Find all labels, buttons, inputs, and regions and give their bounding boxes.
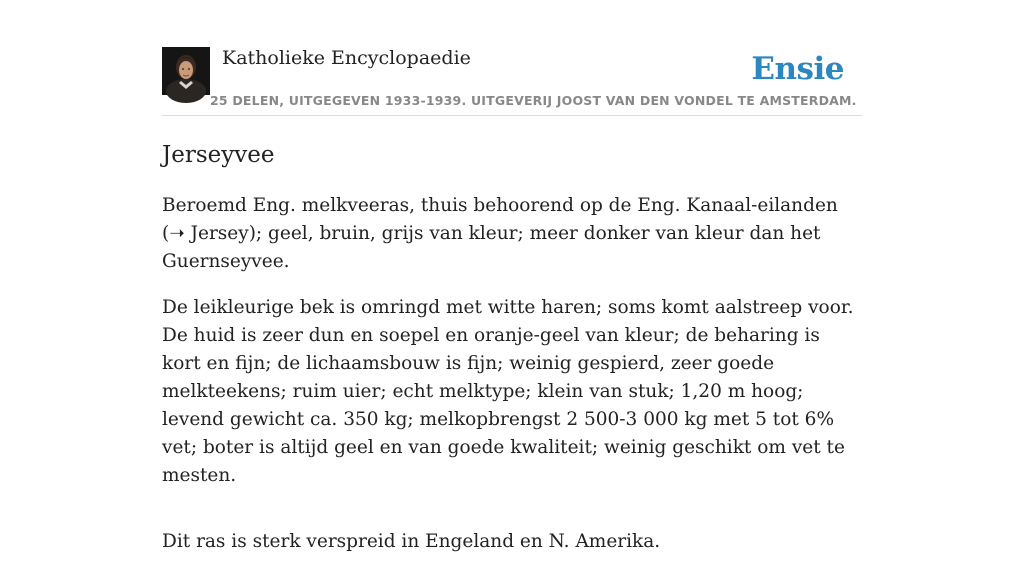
article-paragraph: Dit ras is sterk verspreid in Engeland en N. Amerika. [162, 531, 661, 552]
article [162, 140, 864, 574]
site-title[interactable]: Katholieke Encyclopaedie [222, 47, 471, 69]
article-paragraph: Beroemd Eng. melkveeras, thuis behoorend op de Eng. Kanaal-eilanden (➝ Jersey); geel, bruin, grijs van kleur; meer donker van kleur dan het Guernseyvee. [162, 195, 838, 272]
article-paragraph: De leikleurige bek is omringd met witte haren; soms komt aalstreep voor. De huid is zeer dun en soepel en oranje-geel van kleur; de beharing is kort en fijn; de lichaamsbouw is fijn; weinig gespierd, zeer goede melkteekens; ruim uier; echt melktype; klein van stuk; 1,20 m hoog; levend gewicht ca. 350 kg; melkopbrengst 2 500-3 000 kg met 5 tot 6% vet; boter is altijd geel en van goede kwaliteit; weinig geschikt om vet te mesten. [162, 297, 854, 486]
site-header [162, 46, 862, 116]
portrait-avatar-icon[interactable] [162, 47, 210, 95]
site-subtitle: 25 DELEN, UITGEGEVEN 1933-1939. UITGEVERIJ JOOST VAN DEN VONDEL TE AMSTERDAM. [210, 93, 857, 108]
ensie-logo[interactable]: Ensie [751, 51, 844, 87]
article-title: Jerseyvee [162, 142, 275, 168]
